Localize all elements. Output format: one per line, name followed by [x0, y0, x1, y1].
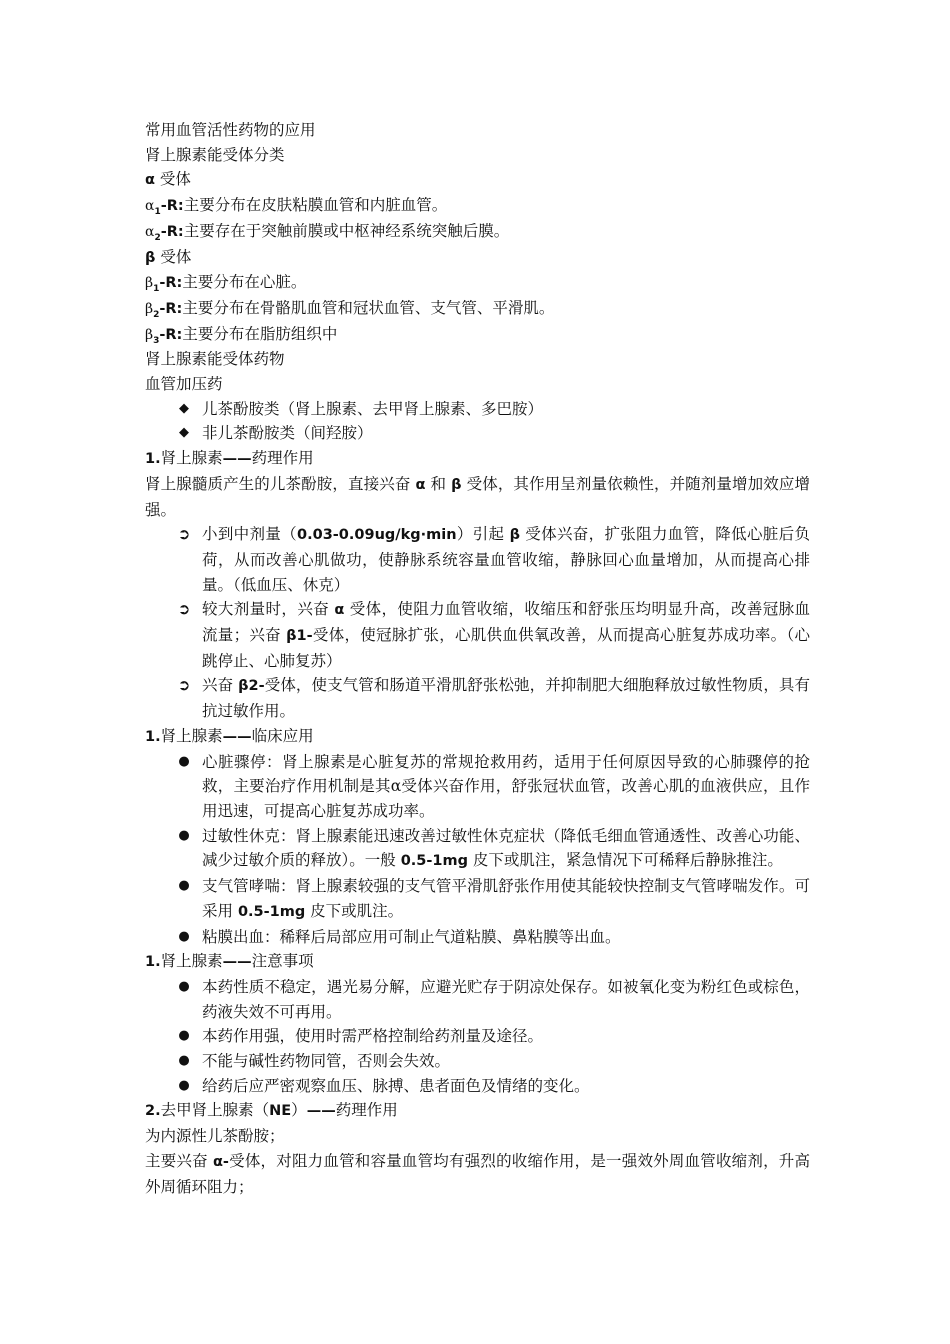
list-item: ● 本药性质不稳定，遇光易分解，应避光贮存于阴凉处保存。如被氧化变为粉红色或棕色，药液失效不可再用。: [145, 975, 810, 1024]
list-item: ● 心脏骤停：肾上腺素是心脏复苏的常规抢救用药，适用于任何原因导致的心肺骤停的抢救，主要治疗作用机制是其α受体兴奋作用，舒张冠状血管，改善心肌的血液供应，且作用迅速，可提高心脏复苏成功率。: [145, 750, 810, 824]
list-item: ➲ 兴奋 β2-受体，使支气管和肠道平滑肌舒张松弛，并抑制肥大细胞释放过敏性物质，具有抗过敏作用。: [145, 673, 810, 723]
diamond-bullet-icon: ◆: [179, 400, 189, 416]
list-item: ● 给药后应严密观察血压、脉搏、患者面色及情绪的变化。: [145, 1074, 810, 1099]
section-heading-epinephrine-cautions: 1.肾上腺素——注意事项: [145, 952, 314, 971]
alpha2-receptor-line: $\alpha_2-R$:主要存在于突触前膜或中枢神经系统突触后膜。: [145, 221, 510, 243]
round-bullet-icon: ●: [178, 827, 190, 843]
list-item: ➲ 小到中剂量（0.03-0.09ug/kg·min）引起 β 受体兴奋，扩张阻力血管，降低心脏后负荷，从而改善心肌做功，使静脉系统容量血管收缩，静脉回心血量增加，从而提高心排量。（低血压、休克）: [145, 522, 810, 597]
round-bullet-icon: ●: [178, 753, 190, 769]
round-bullet-icon: ●: [178, 1077, 190, 1093]
round-bullet-icon: ●: [178, 1028, 190, 1044]
norepinephrine-line: 为内源性儿茶酚胺；: [145, 1127, 285, 1146]
list-item: ● 不能与碱性药物同管，否则会失效。: [145, 1049, 810, 1074]
alpha1-receptor-line: $\alpha_1-R$:主要分布在皮肤粘膜血管和内脏血管。: [145, 196, 448, 218]
heading-receptor-classification: 肾上腺素能受体分类: [145, 145, 285, 164]
list-item: ● 支气管哮喘：肾上腺素较强的支气管平滑肌舒张作用使其能较快控制支气管哮喘发作。可采用 0.5-1mg 皮下或肌注。: [145, 874, 810, 924]
round-bullet-icon: ●: [178, 978, 190, 994]
heading-vasopressors: 血管加压药: [145, 375, 223, 394]
list-item: ● 过敏性休克：肾上腺素能迅速改善过敏性休克症状（降低毛细血管通透性、改善心功能、减少过敏介质的释放）。一般 0.5-1mg 皮下或肌注，紧急情况下可稀释后静脉推注。: [145, 824, 810, 874]
beta3-receptor-line: $\beta_3-R$:主要分布在脂肪组织中: [145, 324, 338, 346]
curved-arrow-bullet-icon: ➲: [177, 600, 191, 619]
document-title: 常用血管活性药物的应用: [145, 121, 316, 139]
list-item: ● 粘膜出血：稀释后局部应用可制止气道粘膜、鼻粘膜等出血。: [145, 925, 810, 950]
section-heading-norepinephrine-pharmacology: 2.去甲肾上腺素（NE）——药理作用: [145, 1101, 398, 1120]
document-page: [145, 118, 810, 1199]
alpha-symbol: α: [145, 172, 155, 189]
round-bullet-icon: ●: [178, 1053, 190, 1069]
paragraph-norepinephrine: 主要兴奋 α-受体，对阻力血管和容量血管均有强烈的收缩作用，是一强效外周血管收缩剂，升高外周循环阻力；: [145, 1151, 810, 1196]
paragraph-epinephrine-intro: 肾上腺髓质产生的儿茶酚胺，直接兴奋 α 和 β 受体，其作用呈剂量依赖性，并随剂量增加效应增强。: [145, 474, 810, 519]
round-bullet-icon: ●: [178, 928, 190, 944]
list-item: ➲ 较大剂量时，兴奋 α 受体，使阻力血管收缩，收缩压和舒张压均明显升高，改善冠脉血流量；兴奋 β1-受体，使冠脉扩张，心肌供血供氧改善，从而提高心脏复苏成功率。（心跳停止、心肺复苏）: [145, 597, 810, 673]
curved-arrow-bullet-icon: ➲: [177, 676, 191, 695]
list-item: ◆ 儿茶酚胺类（肾上腺素、去甲肾上腺素、多巴胺）: [145, 397, 810, 422]
beta2-receptor-line: $\beta_2-R$:主要分布在骨骼肌血管和冠状血管、支气管、平滑肌。: [145, 298, 555, 320]
curved-arrow-bullet-icon: ➲: [177, 525, 191, 544]
section-heading-epinephrine-clinical: 1.肾上腺素——临床应用: [145, 726, 314, 745]
list-item: ◆ 非儿茶酚胺类（间羟胺）: [145, 421, 810, 446]
heading-beta-receptor: β 受体: [145, 247, 192, 266]
list-item: ● 本药作用强，使用时需严格控制给药剂量及途径。: [145, 1024, 810, 1049]
beta-symbol: β: [145, 249, 156, 266]
round-bullet-icon: ●: [178, 878, 190, 894]
beta1-receptor-line: $\beta_1-R$:主要分布在心脏。: [145, 273, 307, 295]
section-heading-epinephrine-pharmacology: 1.肾上腺素——药理作用: [145, 449, 314, 468]
heading-alpha-receptor: α 受体: [145, 170, 191, 189]
heading-receptor-drugs: 肾上腺素能受体药物: [145, 350, 285, 369]
diamond-bullet-icon: ◆: [179, 425, 189, 441]
